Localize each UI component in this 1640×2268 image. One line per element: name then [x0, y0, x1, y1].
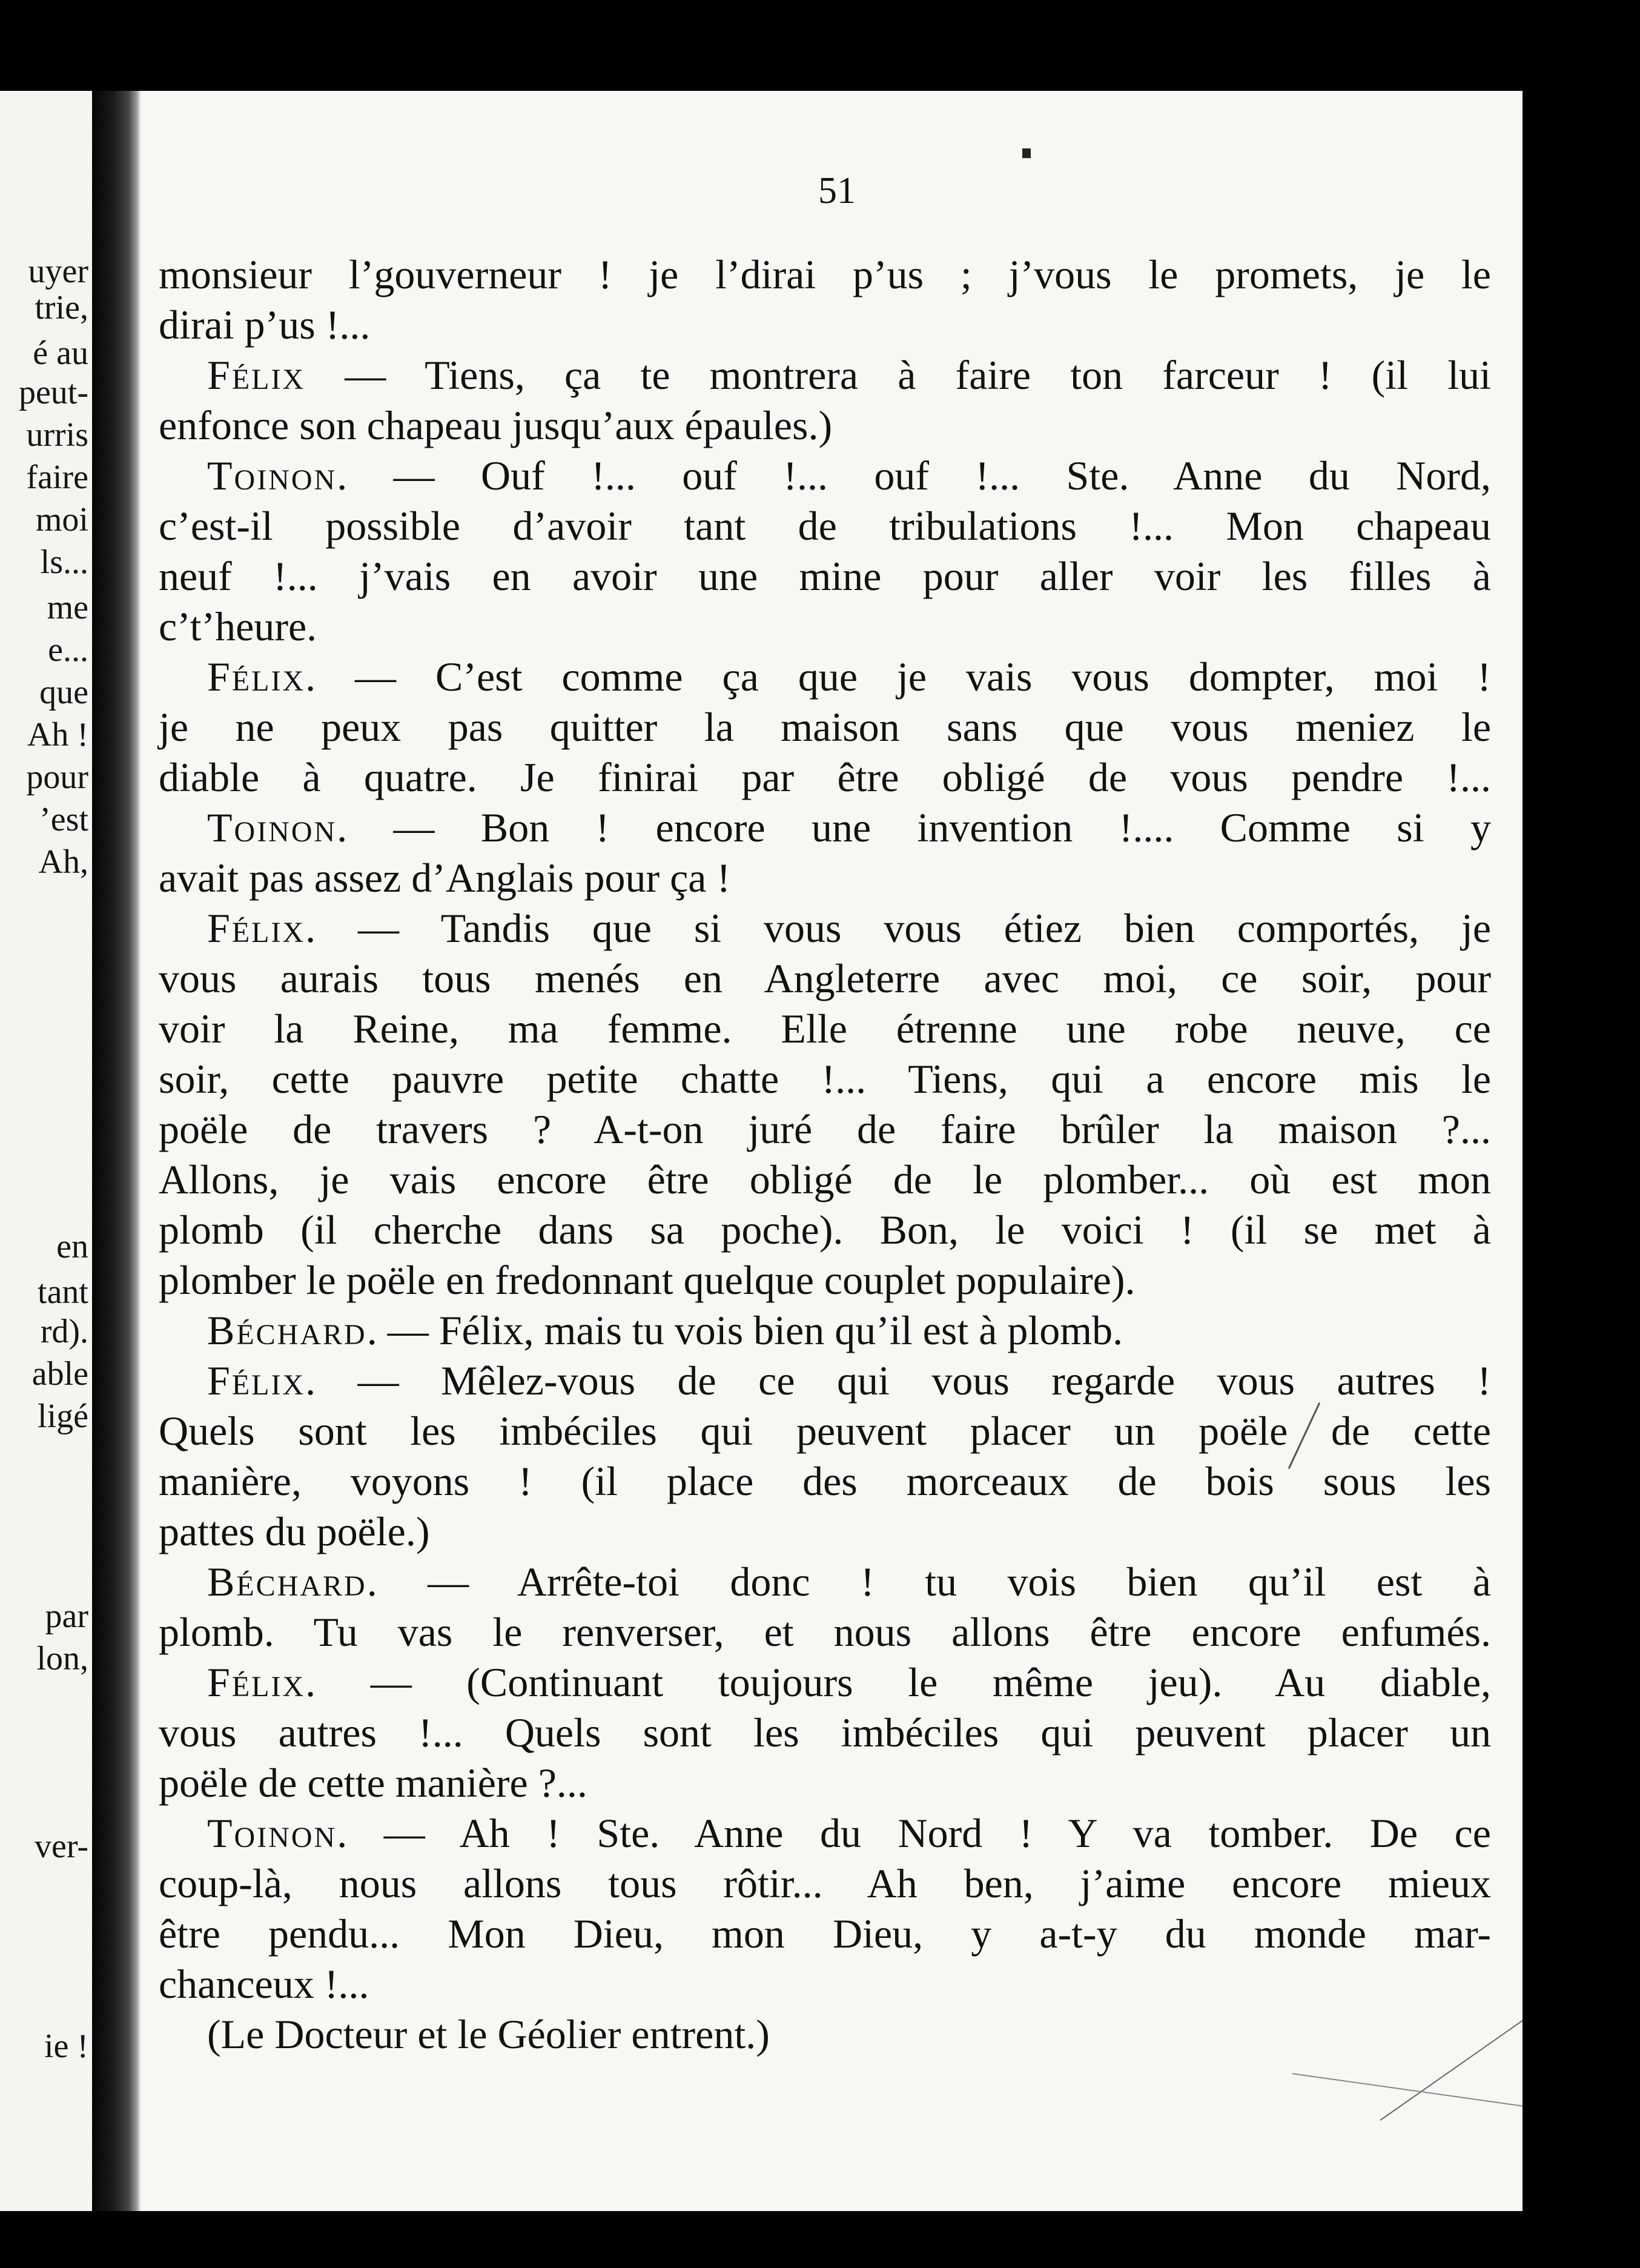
facing-page-fragment: Ah !: [27, 716, 88, 754]
text-line: [159, 1406, 1491, 1456]
line-text: . — C’est comme ça que je vais vous dompter, moi !: [305, 654, 1491, 700]
text-line: [159, 1858, 1491, 1909]
line-text: vous aurais tous menés en Angleterre avec moi, ce soir, pour: [159, 955, 1491, 1001]
line-text: c’est-il possible d’avoir tant de tribulations !... Mon chapeau: [159, 503, 1491, 549]
line-text: pattes du poële.): [159, 1508, 430, 1554]
line-text: neuf !... j’vais en avoir une mine pour aller voir les filles à: [159, 553, 1491, 599]
line-text: chanceux !...: [159, 1961, 369, 2007]
facing-page-fragment: uyer: [28, 253, 88, 290]
line-text: . — Bon ! encore une invention !.... Comme si y: [337, 804, 1491, 850]
facing-page-fragment: que: [39, 674, 88, 711]
text-line: [159, 953, 1491, 1004]
text-line: [159, 1104, 1491, 1155]
facing-page-fragment: me: [47, 589, 88, 626]
text-line: [159, 1909, 1491, 1959]
line-text: plomb. Tu vas le renverser, et nous allons être encore enfumés.: [159, 1609, 1491, 1655]
text-line: [159, 400, 1491, 451]
speaker-line: [159, 1305, 1491, 1356]
text-line: [159, 1255, 1491, 1305]
text-line: [159, 1959, 1491, 2009]
facing-page-fragment: ligé: [38, 1398, 88, 1435]
facing-page-fragment: faire: [26, 459, 88, 496]
text-line: [159, 602, 1491, 652]
speaker-name: Félix: [207, 905, 306, 951]
facing-page-fragment: trie,: [35, 289, 88, 327]
line-text: poële de cette manière ?...: [159, 1760, 587, 1806]
facing-page-fragment: Ah,: [38, 843, 88, 881]
line-text: je ne peux pas quitter la maison sans que vous meniez le: [159, 704, 1491, 750]
line-text: Allons, je vais encore être obligé de le plomber... où est mon: [159, 1156, 1491, 1202]
facing-page-fragment: lon,: [36, 1640, 88, 1677]
speaker-line: [159, 1356, 1491, 1406]
text-line: [159, 551, 1491, 602]
scan-border-top: [0, 0, 1640, 91]
text-line: [159, 501, 1491, 551]
text-line: [159, 702, 1491, 752]
text-line: [159, 1004, 1491, 1054]
facing-page-fragment: able: [31, 1355, 88, 1393]
scan-border-bottom: [0, 2211, 1640, 2268]
line-text: avait pas assez d’Anglais pour ça !: [159, 855, 731, 901]
facing-page-fragment: ’est: [39, 801, 88, 838]
speaker-name: Félix: [207, 1358, 306, 1404]
speaker-line: [159, 652, 1491, 702]
line-text: dirai p’us !...: [159, 302, 371, 348]
line-text: . — Ouf !... ouf !... ouf !... Ste. Anne du Nord,: [337, 453, 1491, 499]
line-text: vous autres !... Quels sont les imbéciles qui peuvent placer un: [159, 1709, 1491, 1756]
book-page: [141, 91, 1523, 2211]
text-line: [159, 2009, 1491, 2060]
line-text: . — Félix, mais tu vois bien qu’il est à plomb.: [366, 1307, 1123, 1353]
line-text: plomber le poële en fredonnant quelque couplet populaire).: [159, 1257, 1136, 1303]
facing-page-fragment: pour: [26, 758, 88, 796]
speaker-line: [159, 1808, 1491, 1858]
line-text: (Le Docteur et le Géolier entrent.): [207, 2011, 770, 2057]
text-line: [159, 1708, 1491, 1758]
facing-page-fragment: ver-: [34, 1828, 88, 1865]
line-text: manière, voyons ! (il place des morceaux de bois sous les: [159, 1458, 1491, 1504]
text-line: [159, 1758, 1491, 1808]
line-text: voir la Reine, ma femme. Elle étrenne une robe neuve, ce: [159, 1006, 1491, 1052]
line-text: monsieur l’gouverneur ! je l’dirai p’us ; j’vous le promets, je le: [159, 251, 1491, 297]
text-line: [159, 1205, 1491, 1255]
text-line: [159, 1607, 1491, 1657]
speaker-line: [159, 903, 1491, 953]
facing-page-fragment: ls...: [40, 543, 88, 581]
speaker-name: Félix: [207, 352, 306, 398]
speaker-name: Toinon: [207, 804, 337, 850]
facing-page-fragment: peut-: [18, 374, 88, 411]
speaker-line: [159, 451, 1491, 501]
line-text: . — Ah ! Ste. Anne du Nord ! Y va tomber. De ce: [337, 1810, 1491, 1856]
text-line: [159, 1054, 1491, 1104]
line-text: . — (Continuant toujours le même jeu). Au diable,: [305, 1659, 1491, 1705]
speaker-line: [159, 803, 1491, 853]
line-text: coup-là, nous allons tous rôtir... Ah ben, j’aime encore mieux: [159, 1860, 1491, 1906]
page-number: 51: [818, 170, 856, 211]
line-text: . — Mêlez-vous de ce qui vous regarde vous autres !: [305, 1358, 1491, 1404]
facing-page-fragment: en: [56, 1228, 88, 1265]
speaker-name: Toinon: [207, 1810, 337, 1856]
speaker-name: Félix: [207, 1659, 306, 1705]
scan-scratch: [1292, 2073, 1532, 2108]
scan-speck: [1022, 148, 1031, 158]
facing-page-fragment: e...: [48, 631, 88, 669]
line-text: plomb (il cherche dans sa poche). Bon, le voici ! (il se met à: [159, 1207, 1491, 1253]
facing-page-fragment: urris: [26, 416, 88, 454]
scan-border-right: [1523, 91, 1640, 2211]
line-text: soir, cette pauvre petite chatte !... Tiens, qui a encore mis le: [159, 1056, 1491, 1102]
text-line: [159, 1155, 1491, 1205]
line-text: c’t’heure.: [159, 603, 317, 649]
line-text: être pendu... Mon Dieu, mon Dieu, y a-t-y du monde mar-: [159, 1911, 1491, 1957]
line-text: . — Tandis que si vous vous étiez bien comportés, je: [305, 905, 1491, 951]
facing-page-fragment: é au: [33, 334, 88, 372]
text-line: [159, 1507, 1491, 1557]
speaker-name: Toinon: [207, 453, 337, 499]
speaker-line: [159, 1657, 1491, 1708]
book-gutter: [92, 91, 141, 2211]
text-line: [159, 853, 1491, 903]
page-text: [159, 250, 1491, 2060]
facing-page-fragment: ie !: [44, 2028, 88, 2065]
text-line: [159, 300, 1491, 350]
line-text: Quels sont les imbéciles qui peuvent placer un poële de cette: [159, 1408, 1491, 1454]
text-line: [159, 250, 1491, 300]
line-text: diable à quatre. Je finirai par être obligé de vous pendre !...: [159, 754, 1491, 800]
speaker-name: Béchard: [207, 1307, 367, 1353]
speaker-line: [159, 350, 1491, 400]
speaker-name: Félix: [207, 654, 306, 700]
facing-page-fragment: tant: [38, 1273, 88, 1311]
speaker-line: [159, 1557, 1491, 1607]
facing-page-fragment: moi: [35, 501, 88, 539]
facing-page-strip: [0, 91, 92, 2211]
line-text: poële de travers ? A-t-on juré de faire brûler la maison ?...: [159, 1106, 1491, 1152]
line-text: enfonce son chapeau jusqu’aux épaules.): [159, 402, 833, 448]
facing-page-fragment: par: [45, 1597, 88, 1635]
facing-page-fragment: rd).: [40, 1313, 88, 1350]
text-line: [159, 752, 1491, 803]
line-text: . — Arrête-toi donc ! tu vois bien qu’il est à: [366, 1559, 1491, 1605]
speaker-name: Béchard: [207, 1559, 367, 1605]
line-text: — Tiens, ça te montrera à faire ton farceur ! (il lui: [305, 352, 1491, 398]
